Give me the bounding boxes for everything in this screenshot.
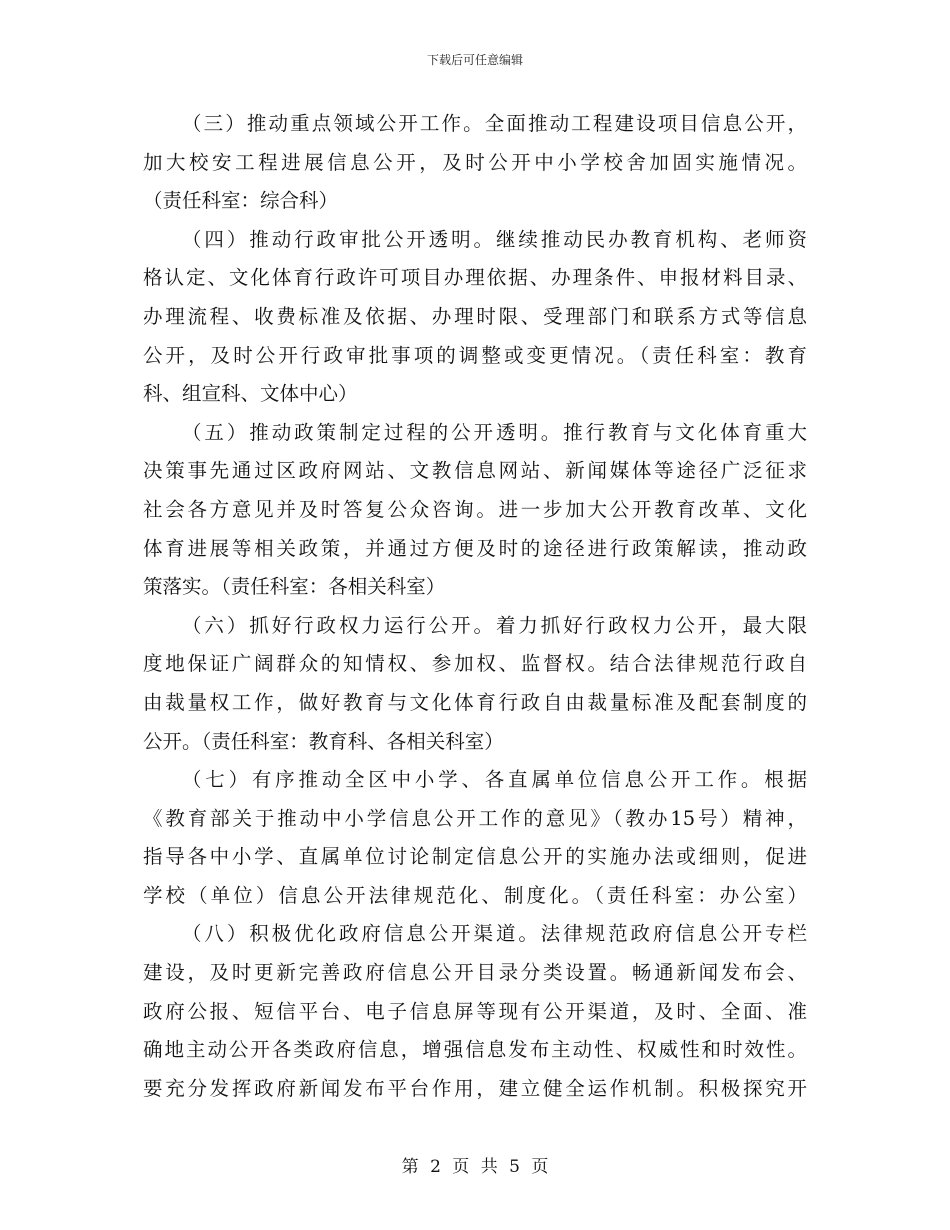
text-line: 策落实。（责任科室：各相关科室） bbox=[143, 575, 446, 599]
text-line: （八）积极优化政府信息公开渠道。法律规范政府信息公开专栏 bbox=[182, 922, 807, 946]
text-line: 由裁量权工作，做好教育与文化体育行政自由裁量标准及配套制度的 bbox=[143, 690, 807, 714]
text-line: （四）推动行政审批公开透明。继续推动民办教育机构、老师资 bbox=[182, 227, 807, 251]
text-line: 科、组宣科、文体中心） bbox=[143, 382, 358, 406]
page-number-footer: 第 2 页 共 5 页 bbox=[401, 1157, 549, 1177]
text-line: （责任科室：综合科） bbox=[143, 189, 339, 213]
text-line: （五）推动政策制定过程的公开透明。推行教育与文化体育重大 bbox=[182, 420, 807, 444]
text-line: 要充分发挥政府新闻发布平台作用，建立健全运作机制。积极探究开 bbox=[143, 1076, 807, 1100]
text-line: 决策事先通过区政府网站、文教信息网站、新闻媒体等途径广泛征求 bbox=[143, 459, 807, 483]
text-line: 公开。（责任科室：教育科、各相关科室） bbox=[143, 729, 504, 753]
text-line: 格认定、文化体育行政许可项目办理依据、办理条件、申报材料目录、 bbox=[143, 266, 807, 290]
text-line: 政府公报、短信平台、电子信息屏等现有公开渠道，及时、全面、准 bbox=[143, 999, 807, 1023]
page-header: 下载后可任意编辑 bbox=[426, 53, 523, 67]
text-line: 确地主动公开各类政府信息，增强信息发布主动性、权威性和时效性。 bbox=[143, 1038, 807, 1062]
text-line: 学校（单位）信息公开法律规范化、制度化。（责任科室：办公室） bbox=[143, 883, 807, 907]
text-line: 度地保证广阔群众的知情权、参加权、监督权。结合法律规范行政自 bbox=[143, 652, 807, 676]
text-line: 加大校安工程进展信息公开，及时公开中小学校舍加固实施情况。 bbox=[143, 150, 807, 174]
text-line: 体育进展等相关政策，并通过方便及时的途径进行政策解读，推动政 bbox=[143, 536, 807, 560]
text-line: 建设，及时更新完善政府信息公开目录分类设置。畅通新闻发布会、 bbox=[143, 961, 807, 985]
text-line: 社会各方意见并及时答复公众咨询。进一步加大公开教育改革、文化 bbox=[143, 497, 807, 521]
text-line: 《教育部关于推动中小学信息公开工作的意见》（教办15号）精神， bbox=[143, 806, 807, 830]
text-line: 指导各中小学、直属单位讨论制定信息公开的实施办法或细则，促进 bbox=[143, 845, 807, 869]
text-line: （六）抓好行政权力运行公开。着力抓好行政权力公开，最大限 bbox=[182, 613, 807, 637]
text-line: （三）推动重点领域公开工作。全面推动工程建设项目信息公开， bbox=[182, 112, 807, 135]
text-line: 公开，及时公开行政审批事项的调整或变更情况。（责任科室：教育 bbox=[143, 343, 807, 367]
text-line: （七）有序推动全区中小学、各直属单位信息公开工作。根据 bbox=[182, 768, 807, 792]
text-line: 办理流程、收费标准及依据、办理时限、受理部门和联系方式等信息 bbox=[143, 304, 807, 328]
document-body bbox=[143, 112, 807, 1115]
